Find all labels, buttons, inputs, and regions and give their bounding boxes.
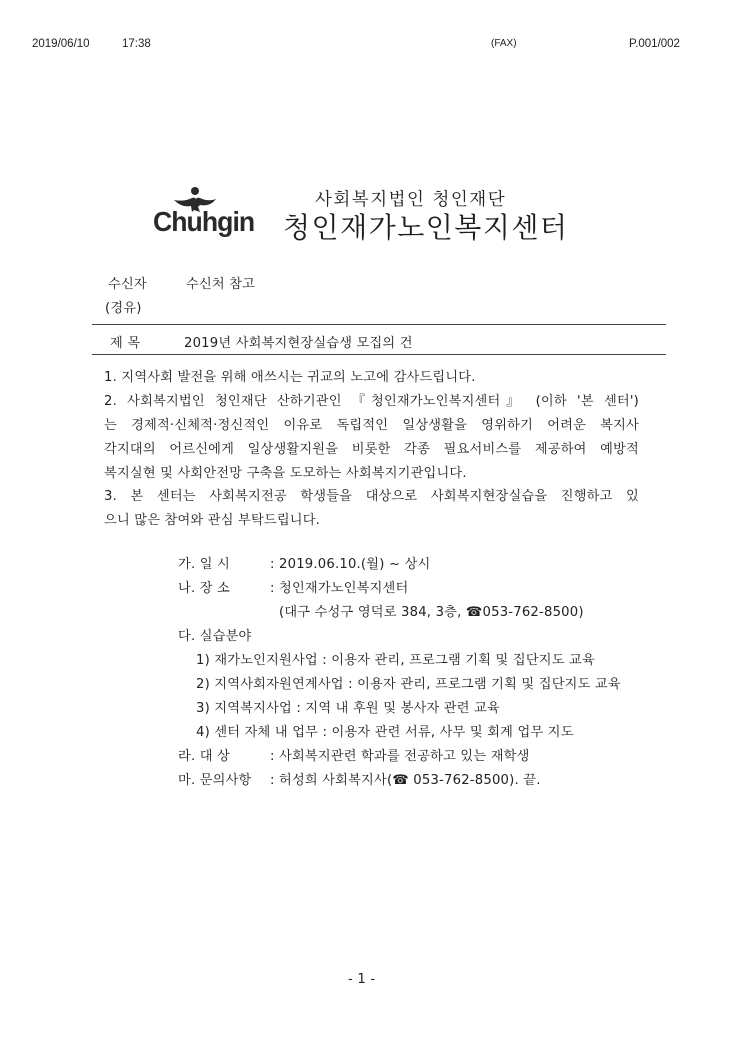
field-item-2: 2) 지역사회자원연계사업 : 이용자 관리, 프로그램 기획 및 집단지도 교육 xyxy=(196,677,621,692)
via-label: (경유) xyxy=(105,301,142,316)
recipient-label: 수신자 xyxy=(108,277,147,292)
paragraph-2-line-1: 2. 사회복지법인 청인재단 산하기관인 『청인재가노인복지센터』 (이하 '본 센터') xyxy=(104,394,639,409)
foundation-name: 사회복지법인 청인재단 xyxy=(315,190,507,210)
center-name: 청인재가노인복지센터 xyxy=(283,211,569,244)
field-item-1: 1) 재가노인지원사업 : 이용자 관리, 프로그램 기획 및 집단지도 교육 xyxy=(196,653,595,668)
date-label: 가. 일 시 xyxy=(178,557,230,572)
fax-date: 2019/06/10 xyxy=(32,38,90,50)
paragraph-2-line-2: 는 경제적·신체적·정신적인 이유로 독립적인 일상생활을 영위하기 어려운 복지사 xyxy=(104,418,640,433)
contact-value: : 허성희 사회복지사(☎ 053-762-8500). 끝. xyxy=(270,773,541,788)
paragraph-2-line-4: 복지실현 및 사회안전망 구축을 도모하는 사회복지기관입니다. xyxy=(104,466,467,481)
fax-page-counter: P.001/002 xyxy=(629,38,680,50)
field-item-4: 4) 센터 자체 내 업무 : 이용자 관련 서류, 사무 및 회계 업무 지도 xyxy=(196,725,574,740)
recipient-value: 수신처 참고 xyxy=(186,277,256,292)
contact-label: 마. 문의사항 xyxy=(178,773,252,788)
place-label: 나. 장 소 xyxy=(178,581,230,596)
target-value: : 사회복지관련 학과를 전공하고 있는 재학생 xyxy=(270,749,530,764)
paragraph-3-line-2: 으니 많은 참여와 관심 부탁드립니다. xyxy=(104,513,321,528)
subject-top-rule xyxy=(92,324,666,325)
subject-label: 제 목 xyxy=(110,336,141,351)
fax-time: 17:38 xyxy=(122,38,151,50)
subject-bottom-rule xyxy=(92,354,666,355)
fields-label: 다. 실습분야 xyxy=(178,629,252,644)
place-value: : 청인재가노인복지센터 xyxy=(270,581,409,596)
fax-label: (FAX) xyxy=(491,38,517,49)
logo-wordmark: Chuhgin xyxy=(153,206,255,237)
subject-title: 2019년 사회복지현장실습생 모집의 건 xyxy=(184,336,413,351)
place-address: (대구 수성구 영덕로 384, 3층, ☎053-762-8500) xyxy=(279,605,584,620)
paragraph-3-line-1: 3. 본 센터는 사회복지전공 학생들을 대상으로 사회복지현장실습을 진행하고 있 xyxy=(104,489,639,504)
date-value: : 2019.06.10.(월) ~ 상시 xyxy=(270,557,431,572)
target-label: 라. 대 상 xyxy=(178,749,230,764)
page-number: - 1 - xyxy=(348,972,376,987)
paragraph-1: 1. 지역사회 발전을 위해 애쓰시는 귀교의 노고에 감사드립니다. xyxy=(104,370,476,385)
field-item-3: 3) 지역복지사업 : 지역 내 후원 및 봉사자 관련 교육 xyxy=(196,701,500,716)
paragraph-2-line-3: 각지대의 어르신에게 일상생활지원을 비롯한 각종 필요서비스를 제공하여 예방적 xyxy=(104,442,639,457)
